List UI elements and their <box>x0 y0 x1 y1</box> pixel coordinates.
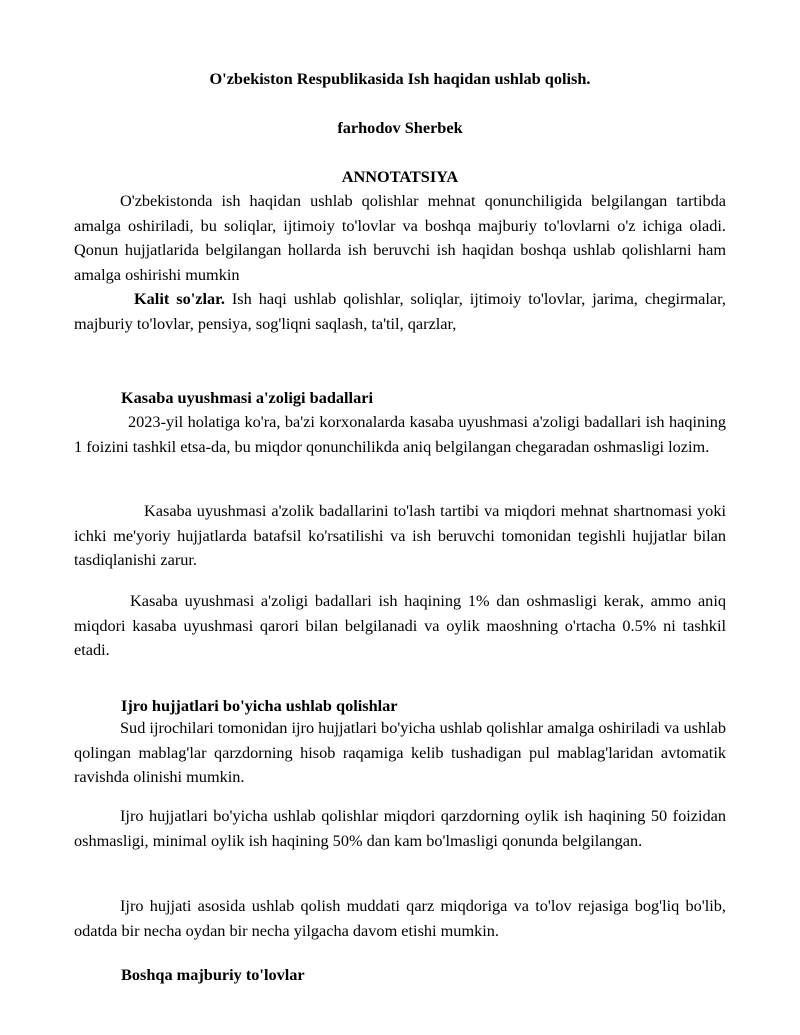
keywords-text: Ish haqi ushlab qolishlar, soliqlar, ijtimoiy to'lovlar, jarima, chegirmalar, majburiy to'lovlar, pensiya, sog'liqni saqlash, ta'til, qarzlar, <box>74 289 726 333</box>
keywords-label: Kalit so'zlar. <box>134 289 225 308</box>
union-dues-paragraph-2: Kasaba uyushmasi a'zolik badallarini to'lash tartibi va miqdori mehnat shartnomasi yoki ichki me'yoriy hujjatlarda batafsil ko'rsatilishi va ish beruvchi tomonidan tegishli hujjatlar bilan tasdiqlanishi zarur. <box>74 501 726 569</box>
document-title: O'zbekiston Respublikasida Ish haqidan ushlab qolish. <box>209 69 591 88</box>
union-dues-paragraph-3: Kasaba uyushmasi a'zoligi badallari ish haqining 1% dan oshmasligi kerak, ammo aniq miqdori kasaba uyushmasi qarori bilan belgilanadi va oylik maoshning o'rtacha 0.5% ni tashkil etadi. <box>74 591 726 659</box>
section-heading-enforcement: Ijro hujjatlari bo'yicha ushlab qolishlar <box>121 696 398 715</box>
enforcement-paragraph-2: Ijro hujjatlari bo'yicha ushlab qolishlar miqdori qarzdorning oylik ish haqining 50 foizidan oshmasligi, minimal oylik ish haqining 50% dan kam bo'lmasligi qonunda belgilangan. <box>74 806 726 850</box>
annotation-heading: ANNOTATSIYA <box>341 167 459 186</box>
enforcement-paragraph-3: Ijro hujjati asosida ushlab qolish muddati qarz miqdoriga va to'lov rejasiga bog'liq bo'lib, odatda bir necha oydan bir necha yilgacha davom etishi mumkin. <box>74 896 726 940</box>
section-heading-other-payments: Boshqa majburiy to'lovlar <box>121 965 305 984</box>
keywords-paragraph <box>74 287 726 336</box>
annotation-paragraph: O'zbekistonda ish haqidan ushlab qolishlar mehnat qonunchiligida belgilangan tartibda amalga oshiriladi, bu soliqlar, ijtimoiy to'lovlar va boshqa majburiy to'lovlarni o'z ichiga oladi. Qonun hujjatlarida belgilangan hollarda ish beruvchi ish haqidan boshqa ushlab qolishlarni ham amalga oshirishi mumkin <box>74 191 726 284</box>
enforcement-paragraph-1: Sud ijrochilari tomonidan ijro hujjatlari bo'yicha ushlab qolishlar amalga oshiriladi va ushlab qolingan mablag'lar qarzdorning hisob raqamiga kelib tushadigan pul mablag'laridan avtomatik ravishda olinishi mumkin. <box>74 718 726 786</box>
section-heading-union-dues: Kasaba uyushmasi a'zoligi badallari <box>121 388 373 407</box>
author-name: farhodov Sherbek <box>337 118 463 137</box>
union-dues-paragraph-1: 2023-yil holatiga ko'ra, ba'zi korxonalarda kasaba uyushmasi a'zoligi badallari ish haqining 1 foizini tashkil etsa-da, bu miqdor qonunchilikda aniq belgilangan chegaradan oshmasligi lozim. <box>74 412 726 456</box>
